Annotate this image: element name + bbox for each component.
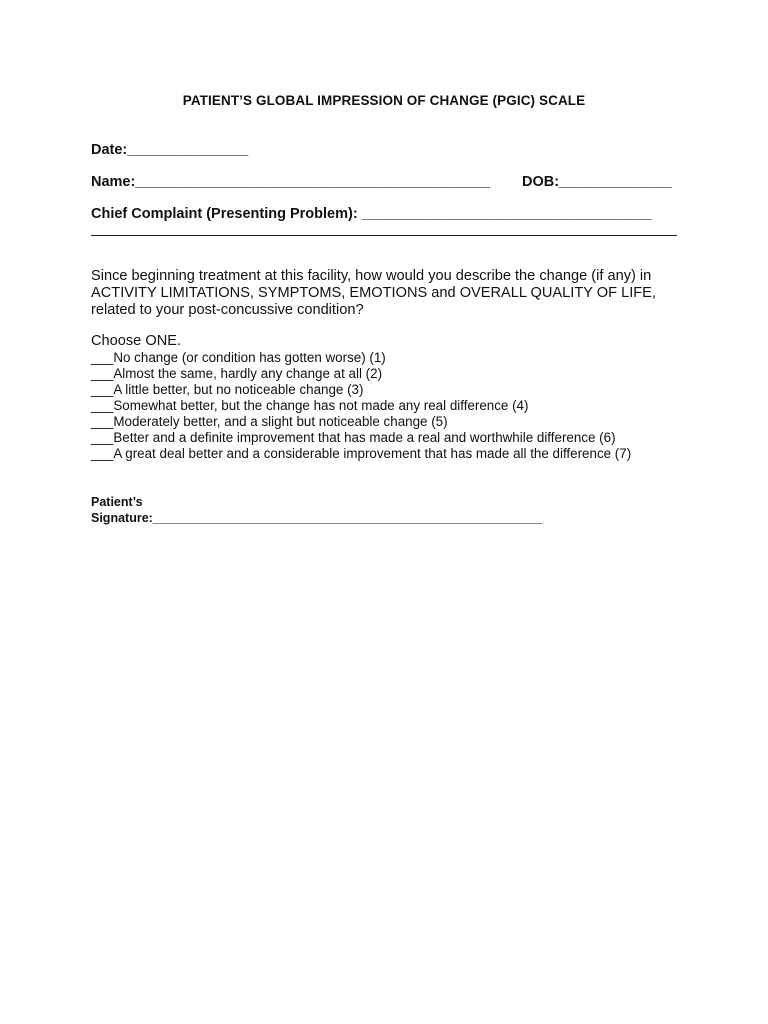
option-2[interactable]: ___Almost the same, hardly any change at all (2) (91, 366, 383, 381)
question-line-1: Since beginning treatment at this facility, how would you describe the change (if any) in (91, 268, 652, 284)
option-6[interactable]: ___Better and a definite improvement that has made a real and worthwhile difference (6) (91, 430, 616, 445)
options-list (91, 350, 631, 462)
option-3[interactable]: ___A little better, but no noticeable change (3) (91, 382, 364, 397)
choose-instruction: Choose ONE. (91, 333, 182, 349)
signature-field[interactable] (91, 494, 542, 526)
question-line-3: related to your post-concussive condition? (91, 302, 364, 318)
date-field[interactable]: Date:_______________ (91, 142, 249, 158)
name-field[interactable]: Name:____________________________________________ (91, 174, 491, 190)
dob-field[interactable]: DOB:______________ (522, 174, 672, 190)
signature-label-line-2[interactable]: Signature:________________________________________________________ (91, 511, 543, 525)
form-title: PATIENT’S GLOBAL IMPRESSION OF CHANGE (PGIC) SCALE (182, 93, 586, 108)
chief-complaint-field[interactable]: Chief Complaint (Presenting Problem): ____________________________________ (91, 206, 652, 222)
option-7[interactable]: ___A great deal better and a considerable improvement that has made all the difference (7) (91, 446, 632, 461)
question-text (91, 268, 691, 319)
option-4[interactable]: ___Somewhat better, but the change has not made any real difference (4) (91, 398, 529, 413)
option-1[interactable]: ___No change (or condition has gotten worse) (1) (91, 350, 386, 365)
chief-complaint-continuation-line[interactable] (91, 235, 677, 236)
signature-label-line-1: Patient’s (91, 495, 143, 509)
question-line-2: ACTIVITY LIMITATIONS, SYMPTOMS, EMOTIONS and OVERALL QUALITY OF LIFE, (91, 285, 656, 301)
option-5[interactable]: ___Moderately better, and a slight but noticeable change (5) (91, 414, 448, 429)
